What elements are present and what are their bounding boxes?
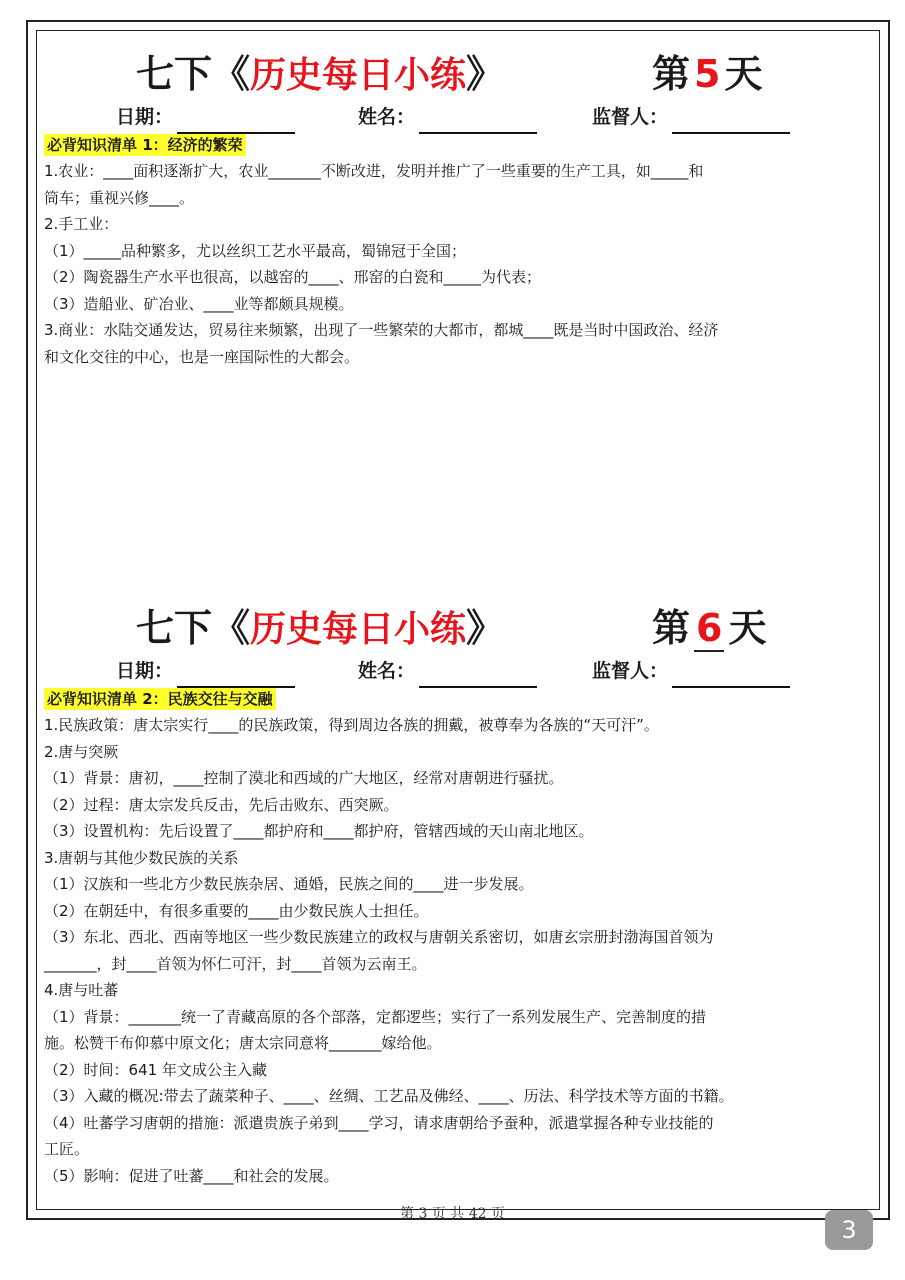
text-line: （1）背景：唐初，____控制了漠北和西域的广大地区，经常对唐朝进行骚扰。: [44, 769, 564, 787]
sheet1-date-blank[interactable]: [177, 110, 295, 134]
text-line: 3.唐朝与其他少数民族的关系: [44, 848, 239, 867]
sheet1-name-blank[interactable]: [419, 110, 537, 134]
sheet2-name-blank[interactable]: [419, 664, 537, 688]
sheet1-name-field[interactable]: 姓名：: [358, 100, 537, 134]
text-line: （1）_____品种繁多，尤以丝织工艺水平最高，蜀锦冠于全国；: [44, 241, 467, 260]
text-line: 施。松赞干布仰慕中原文化；唐太宗同意将_______嫁给他。: [44, 1034, 442, 1052]
text-line: 工匠。: [44, 1140, 90, 1158]
page-number-badge: 3: [825, 1210, 873, 1250]
sheet2-heading: 必背知识清单 2：民族交往与交融: [44, 688, 276, 710]
sheet2-title-row: [40, 598, 876, 658]
sheet1-title-highlight: 历史每日小练: [250, 55, 467, 96]
text-line: （5）影响：促进了吐蕃____和社会的发展。: [44, 1166, 339, 1185]
sheet2-date-field[interactable]: 日期：: [116, 654, 295, 688]
sheet2-body: [44, 712, 864, 1189]
sheet2-title: 七下《历史每日小练》: [136, 605, 505, 650]
text-line: （2）在朝廷中，有很多重要的____由少数民族人士担任。: [44, 901, 429, 920]
sheet1-supervisor-blank[interactable]: [672, 110, 790, 134]
text-line: 4.唐与吐蕃: [44, 981, 119, 999]
text-line: （3）入藏的概况:带去了蔬菜种子、____、丝绸、工艺品及佛经、____、历法、科学技术等方面的书籍。: [44, 1087, 734, 1105]
text-line: 2.手工业：: [44, 215, 119, 233]
text-line: （2）时间：641 年文成公主入藏: [44, 1060, 267, 1079]
sheet2-day-number: 6: [696, 606, 723, 650]
sheet1-heading: 必背知识清单 1：经济的繁荣: [44, 134, 246, 156]
text-line: 1.民族政策：唐太宗实行____的民族政策，得到周边各族的拥戴，被尊奉为各族的“天可汗”。: [44, 716, 659, 734]
sheet2-title-highlight: 历史每日小练: [250, 609, 467, 650]
sheet2-date-blank[interactable]: [177, 664, 295, 688]
sheet2-supervisor-field[interactable]: 监督人：: [592, 654, 790, 688]
sheet2-info-row: [40, 654, 876, 688]
text-line: 和文化交往的中心，也是一座国际性的大都会。: [44, 347, 360, 366]
text-line: 1.农业：____面积逐渐扩大，农业_______不断改进，发明并推广了一些重要的生产工具，如_____和: [44, 162, 704, 180]
text-line: （1）汉族和一些北方少数民族杂居、通婚，民族之间的____进一步发展。: [44, 875, 534, 893]
sheet2-day-label: 第 6 天: [652, 605, 767, 650]
text-line: 筒车；重视兴修____。: [44, 188, 195, 207]
text-line: （3）设置机构：先后设置了____都护府和____都护府，管辖西域的天山南北地区。: [44, 822, 594, 840]
text-line: 3.商业：水陆交通发达，贸易往来频繁，出现了一些繁荣的大都市，都城____既是当时中国政治、经济: [44, 321, 719, 339]
sheet1-title: 七下《历史每日小练》: [136, 51, 505, 96]
sheet1-day-number: 5: [694, 52, 721, 96]
text-line: _______，封____首领为怀仁可汗，封____首领为云南王。: [44, 954, 427, 973]
text-line: （4）吐蕃学习唐朝的措施：派遣贵族子弟到____学习，请求唐朝给予蚕种，派遣掌握各种专业技能的: [44, 1113, 714, 1132]
sheet2-name-field[interactable]: 姓名：: [358, 654, 537, 688]
sheet2-supervisor-blank[interactable]: [672, 664, 790, 688]
sheet1-title-row: [40, 44, 876, 104]
sheet1-supervisor-field[interactable]: 监督人：: [592, 100, 790, 134]
sheet1-date-field[interactable]: 日期：: [116, 100, 295, 134]
sheet1-body: [44, 158, 864, 370]
text-line: （3）造船业、矿冶业、____业等都颇具规模。: [44, 294, 354, 313]
text-line: （2）陶瓷器生产水平也很高，以越窑的____、邢窑的白瓷和_____为代表；: [44, 268, 542, 286]
page-footer: 第 3 页 共 42 页: [400, 1206, 505, 1222]
text-line: （3）东北、西北、西南等地区一些少数民族建立的政权与唐朝关系密切，如唐玄宗册封渤海国首领为: [44, 928, 714, 946]
text-line: 2.唐与突厥: [44, 742, 119, 761]
text-line: （1）背景：_______统一了青藏高原的各个部落，定都逻些；实行了一系列发展生产、完善制度的措: [44, 1007, 707, 1026]
sheet1-info-row: [40, 100, 876, 134]
sheet1-day-label: 第 5 天: [652, 51, 763, 96]
text-line: （2）过程：唐太宗发兵反击，先后击败东、西突厥。: [44, 795, 399, 814]
